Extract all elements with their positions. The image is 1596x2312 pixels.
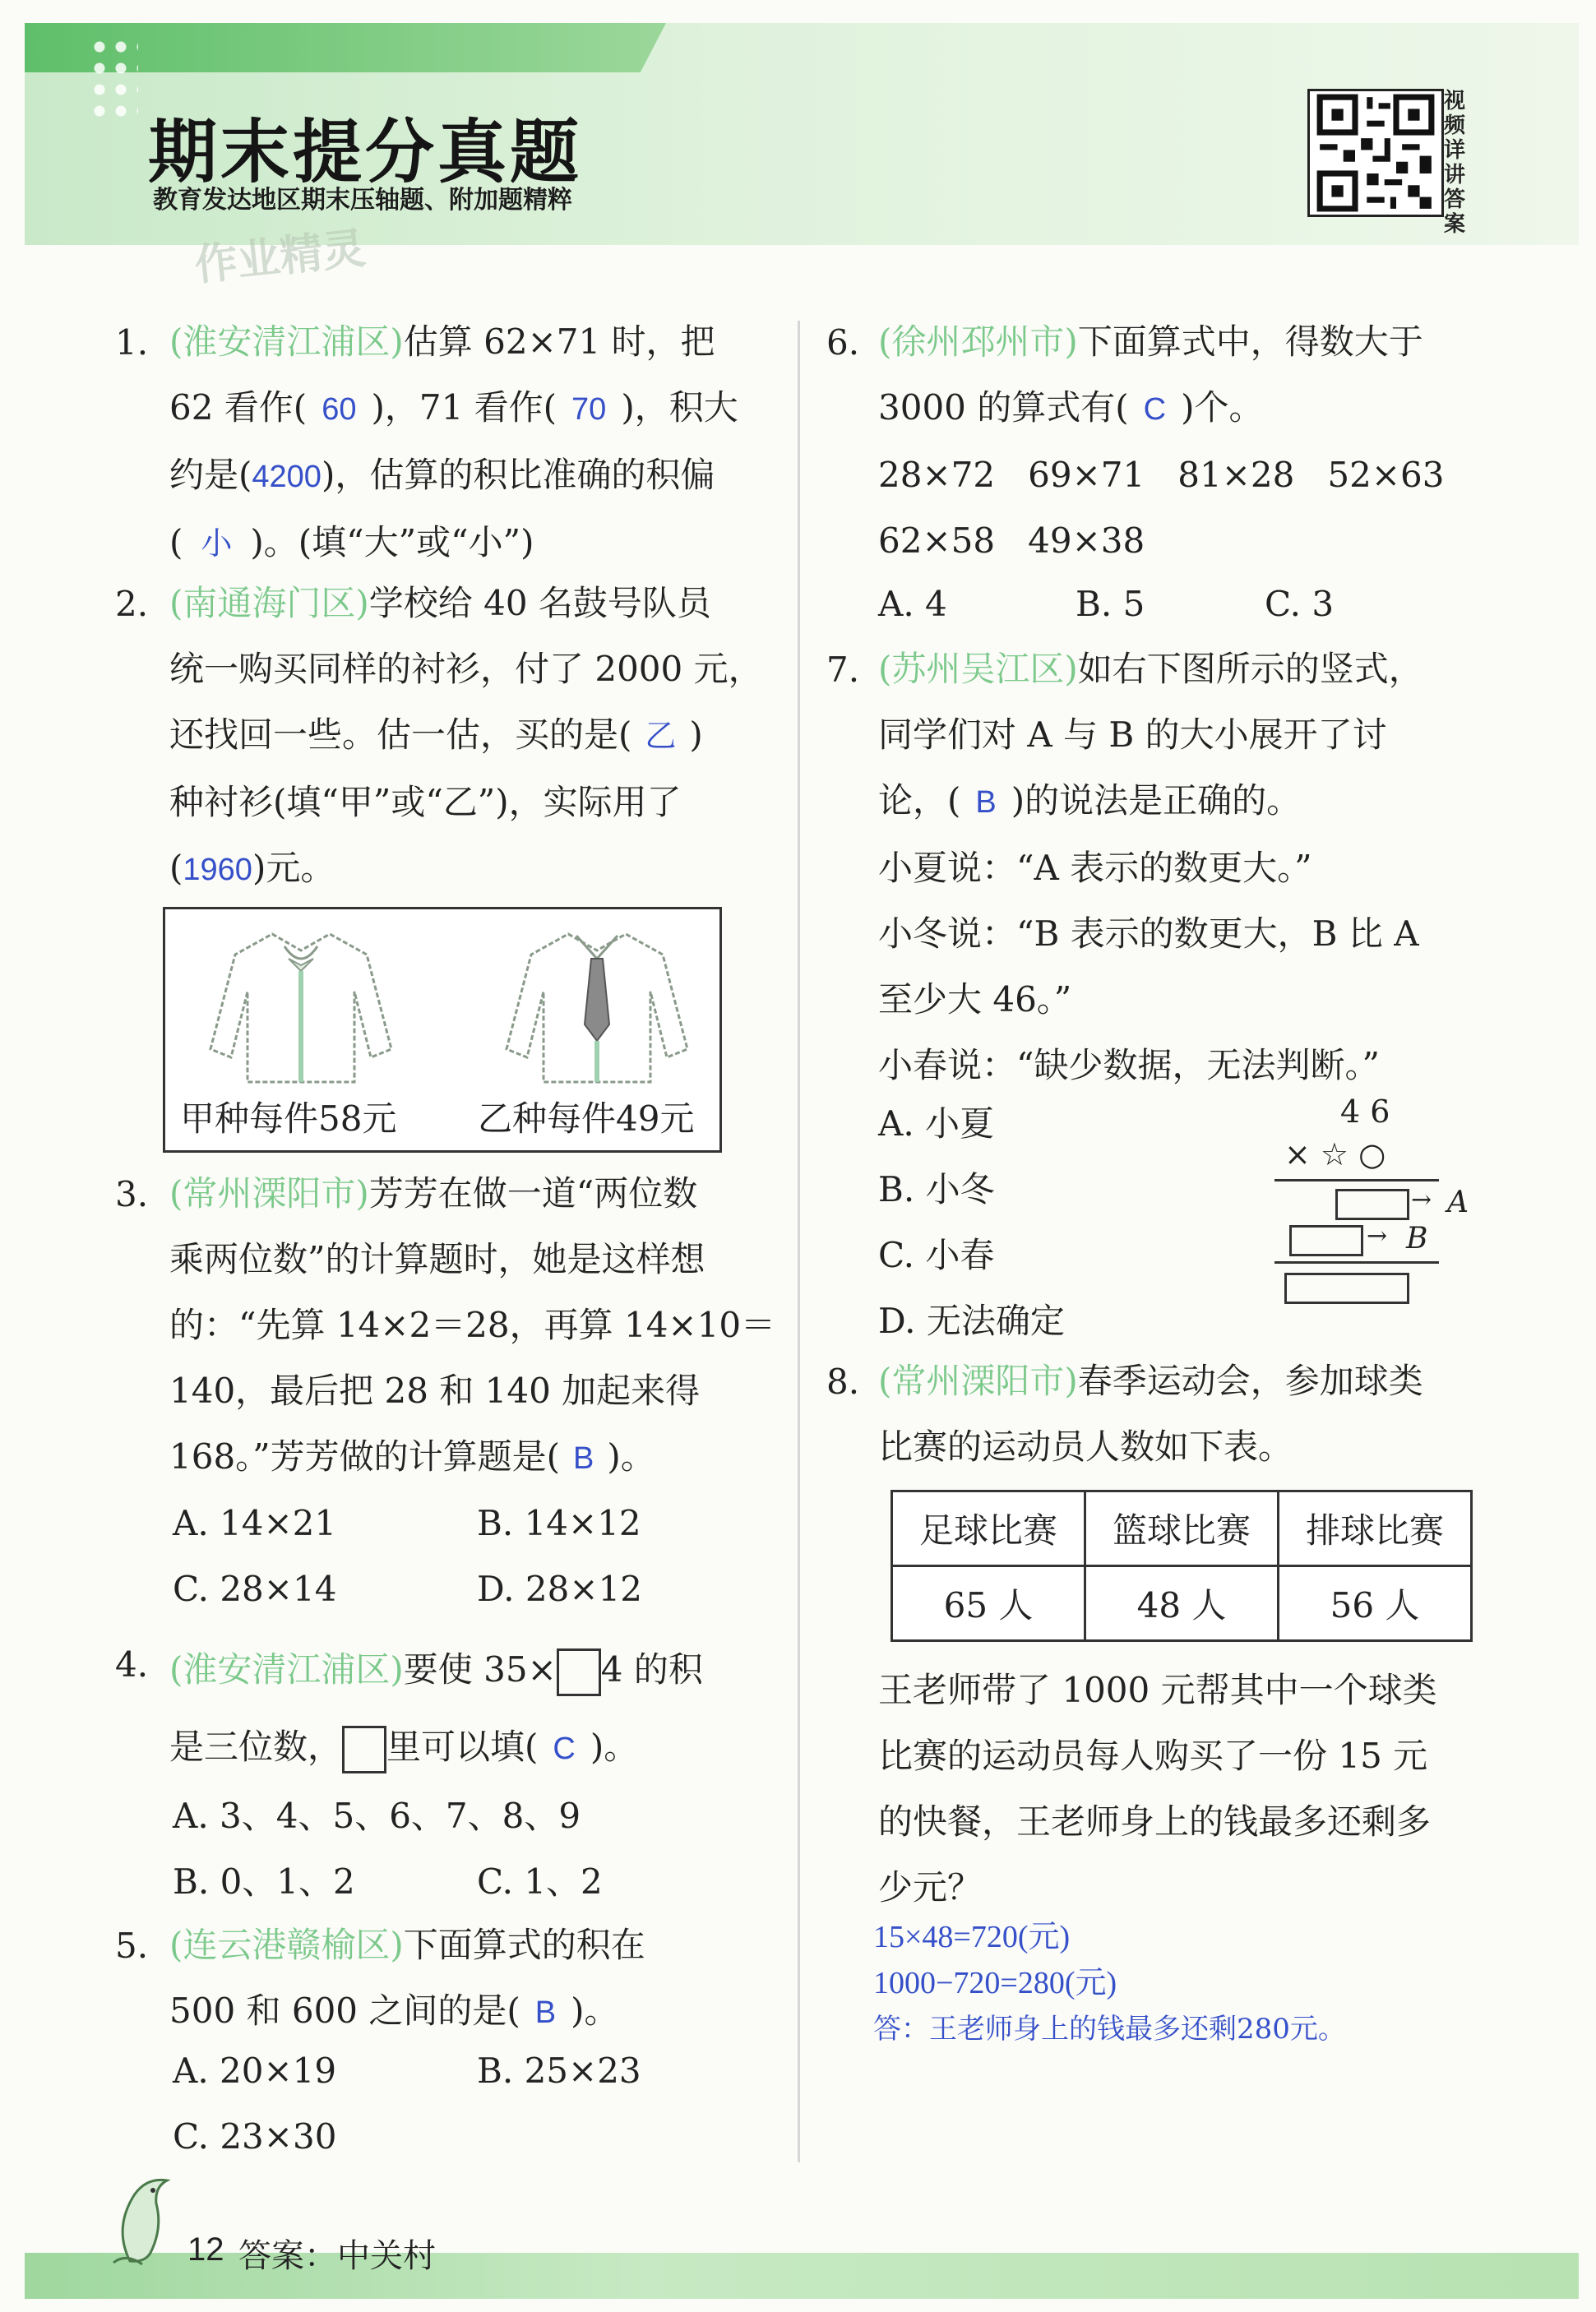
q7-option-b: B. 小冬 xyxy=(878,1169,995,1209)
q8-line1: 春季运动会，参加球类 xyxy=(1077,1361,1423,1401)
shirt-b-image xyxy=(494,926,700,1086)
q3-line2: 乘两位数”的计算题时，她是这样想 xyxy=(169,1239,705,1279)
q1-line2c: )，积大 xyxy=(621,387,738,428)
q7-option-d: D. 无法确定 xyxy=(878,1301,1065,1341)
question-1 xyxy=(169,309,778,577)
q5-option-a: A. 20×19 xyxy=(173,2051,337,2091)
q7-line6: 至少大 46。” xyxy=(878,979,1072,1020)
q7-fig-label-a: A xyxy=(1447,1186,1469,1219)
q6-option-a: A. 4 xyxy=(878,584,947,624)
q7-fig-box-b xyxy=(1289,1225,1363,1256)
q8-line5: 的快餐，王老师身上的钱最多还剩多 xyxy=(878,1801,1432,1842)
q3-line5b: )。 xyxy=(607,1436,655,1477)
q2-answer-1: 乙 xyxy=(645,719,677,754)
q7-line3b: )的说法是正确的。 xyxy=(1011,780,1302,821)
q5-region: (连云港赣榆区) xyxy=(169,1925,404,1965)
q8-line6: 少元？ xyxy=(878,1867,983,1907)
q7-number: 7. xyxy=(826,650,860,690)
q2-answer-2: 1960 xyxy=(183,853,252,887)
page-number: 12 xyxy=(187,2231,224,2268)
q3-option-d: D. 28×12 xyxy=(477,1569,642,1609)
table-cell: 65 人 xyxy=(892,1566,1085,1641)
q8-solution-answer: 答：王老师身上的钱最多还剩280元。 xyxy=(873,2013,1346,2046)
q1-line4a: ( xyxy=(169,522,183,562)
q8-solution-step2: 1000−720=280(元) xyxy=(873,1966,1117,2000)
q7-fig-multiplier: × ☆ ○ xyxy=(1284,1136,1386,1172)
question-6 xyxy=(878,309,1569,574)
table-header: 篮球比赛 xyxy=(1085,1491,1279,1566)
q5-answer: B xyxy=(534,1995,557,2030)
q1-line3a: 约是( xyxy=(169,455,252,495)
shirt-a-label: 甲种每件58元 xyxy=(180,1098,397,1139)
q4-line2b: 里可以填( xyxy=(386,1727,539,1767)
q7-line2: 同学们对 A 与 B 的大小展开了讨 xyxy=(878,714,1387,755)
q6-expressions-row2: 62×58 49×38 xyxy=(878,520,1145,561)
q1-line2b: )，71 看作( xyxy=(371,387,557,428)
q7-option-a: A. 小夏 xyxy=(878,1103,995,1144)
footer-answer-source: 答案：中关村 xyxy=(238,2237,436,2275)
qr-caption: 视频详讲答案 xyxy=(1444,89,1466,237)
q1-number: 1. xyxy=(115,322,149,363)
q1-line1: 估算 62×71 时，把 xyxy=(403,321,715,362)
q3-number: 3. xyxy=(115,1174,149,1214)
question-7 xyxy=(878,636,1569,1098)
question-3 xyxy=(169,1161,778,1491)
sports-table xyxy=(891,1490,1473,1642)
qr-code-icon[interactable] xyxy=(1307,89,1444,217)
shirt-b-label: 乙种每件49元 xyxy=(478,1098,695,1139)
q8-solution xyxy=(873,1914,1346,2052)
q5-line1: 下面算式的积在 xyxy=(403,1925,645,1965)
q8-number: 8. xyxy=(826,1362,860,1402)
q4-line1a: 要使 35× xyxy=(403,1649,557,1690)
page-subtitle: 教育发达地区期末压轴题、附加题精粹 xyxy=(153,186,572,215)
q7-fig-label-b: B xyxy=(1406,1222,1428,1255)
q5-option-c: C. 23×30 xyxy=(173,2116,337,2157)
q2-number: 2. xyxy=(115,584,149,624)
page-title: 期末提分真题 xyxy=(148,112,583,192)
table-cell: 56 人 xyxy=(1279,1566,1472,1641)
q7-fig-top: 4 6 xyxy=(1340,1094,1390,1130)
q4-line2c: )。 xyxy=(590,1727,639,1767)
q6-answer: C xyxy=(1143,392,1167,427)
q1-answer-3: 4200 xyxy=(252,460,322,494)
question-5 xyxy=(169,1912,778,2046)
q4-answer: C xyxy=(553,1732,576,1766)
watermark: 作业精灵 xyxy=(192,224,368,291)
q3-line3: 的：“先算 14×2＝28，再算 14×10＝ xyxy=(169,1305,776,1345)
q6-option-b: B. 5 xyxy=(1076,584,1145,624)
q6-line1: 下面算式中，得数大于 xyxy=(1077,321,1423,362)
q2-region: (南通海门区) xyxy=(169,583,369,623)
q7-line7: 小春说：“缺少数据，无法判断。” xyxy=(878,1045,1380,1085)
decor-dots xyxy=(89,36,138,118)
question-8 xyxy=(878,1348,1569,1480)
q1-region: (淮安清江浦区) xyxy=(169,321,404,362)
q3-line5a: 168。”芳芳做的计算题是( xyxy=(169,1436,561,1477)
column-divider xyxy=(798,321,800,2162)
q4-option-b: B. 0、1、2 xyxy=(173,1861,355,1902)
dolphin-icon xyxy=(105,2171,179,2269)
q1-line2a: 62 看作( xyxy=(169,387,308,428)
q4-option-c: C. 1、2 xyxy=(477,1861,603,1902)
q4-option-a: A. 3、4、5、6、7、8、9 xyxy=(173,1796,581,1836)
q7-line3a: 论，( xyxy=(878,780,961,821)
shirt-a-image xyxy=(198,926,404,1086)
q7-fig-rule-2 xyxy=(1274,1261,1439,1264)
q3-region: (常州溧阳市) xyxy=(169,1173,369,1214)
q1-answer-4: 小 xyxy=(201,527,233,562)
q6-expressions-row1: 28×72 69×71 81×28 52×63 xyxy=(878,455,1445,495)
q3-line1: 芳芳在做一道“两位数 xyxy=(368,1173,698,1214)
q2-line5b: )元。 xyxy=(252,848,335,888)
q5-line2a: 500 和 600 之间的是( xyxy=(169,1991,520,2031)
q7-line5: 小冬说：“B 表示的数更大，B 比 A xyxy=(878,913,1419,954)
q2-line1: 学校给 40 名鼓号队员 xyxy=(368,583,711,623)
q1-answer-2: 70 xyxy=(571,392,607,427)
q1-line4b: )。(填“大”或“小”) xyxy=(250,522,534,562)
table-header: 足球比赛 xyxy=(892,1491,1085,1566)
q7-fig-rule-1 xyxy=(1274,1179,1439,1181)
q6-line2b: )个。 xyxy=(1181,387,1264,428)
q4-line2a: 是三位数， xyxy=(169,1727,343,1767)
q4-number: 4. xyxy=(115,1644,149,1685)
table-cell: 48 人 xyxy=(1085,1566,1279,1641)
q6-number: 6. xyxy=(826,322,860,363)
q7-region: (苏州吴江区) xyxy=(878,649,1078,689)
q4-region: (淮安清江浦区) xyxy=(169,1649,404,1690)
q2-line3a: 还找回一些。估一估，买的是( xyxy=(169,714,632,755)
q3-option-a: A. 14×21 xyxy=(173,1503,337,1543)
arrow-icon: → xyxy=(1411,1186,1432,1214)
q7-fig-box-result xyxy=(1284,1273,1409,1304)
q7-line1: 如右下图所示的竖式， xyxy=(1077,649,1423,689)
q1-answer-1: 60 xyxy=(322,392,357,427)
question-2 xyxy=(169,571,778,903)
q3-answer: B xyxy=(573,1441,594,1476)
q7-option-c: C. 小春 xyxy=(878,1235,995,1275)
q5-number: 5. xyxy=(115,1926,149,1966)
q8-line4: 比赛的运动员每人购买了一份 15 元 xyxy=(878,1736,1428,1776)
q8-solution-step1: 15×48=720(元) xyxy=(873,1920,1071,1954)
table-header-row xyxy=(892,1491,1472,1566)
q8-region: (常州溧阳市) xyxy=(878,1361,1078,1401)
q3-line4: 140，最后把 28 和 140 加起来得 xyxy=(169,1371,701,1411)
question-4 xyxy=(169,1631,778,1787)
table-row xyxy=(892,1566,1472,1641)
q3-option-b: B. 14×12 xyxy=(477,1503,641,1543)
arrow-icon: → xyxy=(1367,1222,1388,1251)
q7-figure xyxy=(1274,1094,1488,1307)
q8-line3: 王老师带了 1000 元帮其中一个球类 xyxy=(878,1670,1437,1710)
q2-line3b: ) xyxy=(689,714,703,755)
q1-line3b: )，估算的积比准确的积偏 xyxy=(321,455,715,495)
q5-option-b: B. 25×23 xyxy=(477,2051,641,2091)
q6-option-c: C. 3 xyxy=(1265,584,1335,624)
q7-fig-box-a xyxy=(1335,1189,1409,1220)
qr-code-graphic xyxy=(1310,91,1441,215)
q2-line2: 统一购买同样的衬衫，付了 2000 元， xyxy=(169,649,763,689)
q5-line2b: )。 xyxy=(571,1991,619,2031)
q2-line4: 种衬衫(填“甲”或“乙”)，实际用了 xyxy=(169,782,682,822)
q4-blank-box xyxy=(557,1648,601,1696)
q8-problem xyxy=(878,1658,1569,1921)
q4-blank-box-2 xyxy=(342,1726,386,1773)
q7-line4: 小夏说：“A 表示的数更大。” xyxy=(878,848,1312,888)
q2-line5a: ( xyxy=(169,848,183,888)
table-header: 排球比赛 xyxy=(1279,1491,1472,1566)
q7-answer: B xyxy=(975,785,997,820)
q4-line1b: 4 的积 xyxy=(600,1649,703,1690)
q3-option-c: C. 28×14 xyxy=(173,1569,337,1609)
q6-line2a: 3000 的算式有( xyxy=(878,387,1129,428)
q6-region: (徐州邳州市) xyxy=(878,321,1078,362)
q8-line2: 比赛的运动员人数如下表。 xyxy=(878,1427,1293,1467)
shirt-figure xyxy=(163,907,722,1153)
